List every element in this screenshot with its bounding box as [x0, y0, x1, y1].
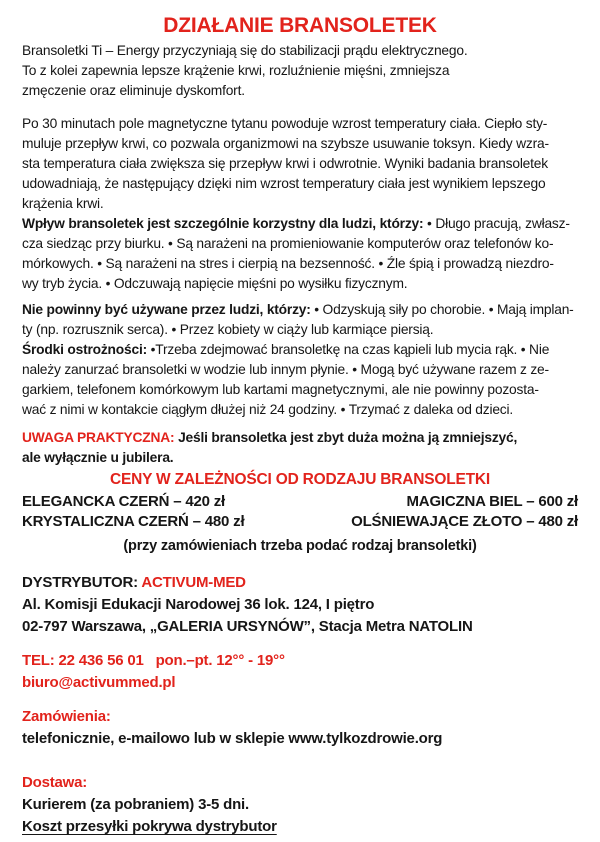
- pricing-note: (przy zamówieniach trzeba podać rodzaj bransoletki): [123, 538, 477, 554]
- price-list: [22, 492, 578, 532]
- text-segment: • Długo pracują, zwłasz- cza siedząc przy biurku. • Są narażeni na promieniowanie komputerów oraz telefonów ko- mórkowych. • Są narażeni na stres i cierpią na bezsenność. • Źle śpią i prowadzą niezdro- wy tryb życia. • Odczuwają napięcie mięśni po wysiłku fizycznym.: [22, 216, 570, 291]
- contact-info: [22, 650, 578, 694]
- text-segment: Jeśli bransoletka jest zbyt duża można ją zmniejszyć, ale wyłącznie u jubilera.: [22, 430, 518, 465]
- text-segment: TEL: 22 436 56 01 pon.–pt. 12°° - 19°° biuro@activummed.pl: [22, 652, 285, 691]
- effects-paragraph: [22, 114, 578, 294]
- text-segment: ACTIVUM-MED: [141, 574, 246, 591]
- text-segment: Środki ostrożności:: [22, 342, 147, 357]
- text-segment: Al. Komisji Edukacji Narodowej 36 lok. 124, I piętro 02-797 Warszawa, „GALERIA URSYNÓW”, Stacja Metra NATOLIN: [22, 596, 473, 635]
- text-segment: •Trzeba zdejmować bransoletkę na czas kąpieli lub mycia rąk. • Nie należy zanurzać bransoletki w wodzie lub innym płynie. • Mogą być używane razem z ze- garkiem, telefonem komórkowym lub kartami magnetycznymi, ale nie powinny pozosta- wać z nimi w kontakcie ciągłym dłużej niż 24 godziny. • Trzymać z daleka od dzieci.: [22, 342, 550, 417]
- page-title: DZIAŁANIE BRANSOLETEK: [163, 14, 437, 37]
- pricing-heading: CENY W ZALEŻNOŚCI OD RODZAJU BRANSOLETKI: [109, 471, 491, 488]
- text-segment: Kurierem (za pobraniem) 3-5 dni.: [22, 796, 249, 813]
- text-segment: DYSTRYBUTOR:: [22, 574, 142, 591]
- practical-note: [22, 428, 578, 468]
- delivery-info: [22, 772, 578, 838]
- text-segment: Zamówienia:: [22, 708, 111, 725]
- text-segment: ELEGANCKA CZERŃ – 420 zł KRYSTALICZNA CZERŃ – 480 zł: [22, 493, 245, 530]
- price-list-right: [351, 492, 578, 532]
- warnings-paragraph: [22, 300, 578, 420]
- text-segment: UWAGA PRAKTYCZNA:: [22, 430, 175, 445]
- text-segment: telefonicznie, e-mailowo lub w sklepie www.tylkozdrowie.org: [22, 730, 443, 747]
- orders-info: [22, 706, 578, 750]
- distributor-info: [22, 572, 578, 638]
- text-segment: MAGICZNA BIEL – 600 zł OLŚNIEWAJĄCE ZŁOTO – 480 zł: [351, 493, 578, 530]
- text-segment: Nie powinny być używane przez ludzi, którzy:: [22, 302, 311, 317]
- intro-paragraph: [22, 41, 578, 101]
- text-segment: Bransoletki Ti – Energy przyczyniają się do stabilizacji prądu elektrycznego. To z kolei zapewnia lepsze krążenie krwi, rozluźnienie mięśni, zmniejsza zmęczenie oraz eliminuje dyskomfort.: [22, 43, 468, 98]
- text-segment: Dostawa:: [22, 774, 88, 791]
- text-segment: Wpływ bransoletek jest szczególnie korzystny dla ludzi, którzy:: [22, 216, 424, 231]
- text-segment: Po 30 minutach pole magnetyczne tytanu powoduje wzrost temperatury ciała. Ciepło sty- muluje przepływ krwi, co pozwala organizmowi na szybsze usuwanie toksyn. Kiedy wzra- sta temperatura ciała zwiększa się przepływ krwi i odwrotnie. Wyniki badania bransoletek udowadniają, że następujący dzięki nim wzrost temperatury ciała jest wynikiem lepszego krążenia krwi.: [22, 116, 549, 211]
- text-segment: • Odzyskują siły po chorobie. • Mają implan- ty (np. rozrusznik serca). • Przez kobiety w ciąży lub karmiące piersią.: [22, 302, 574, 337]
- price-list-left: [22, 492, 244, 532]
- text-segment: Koszt przesyłki pokrywa dystrybutor: [22, 818, 277, 835]
